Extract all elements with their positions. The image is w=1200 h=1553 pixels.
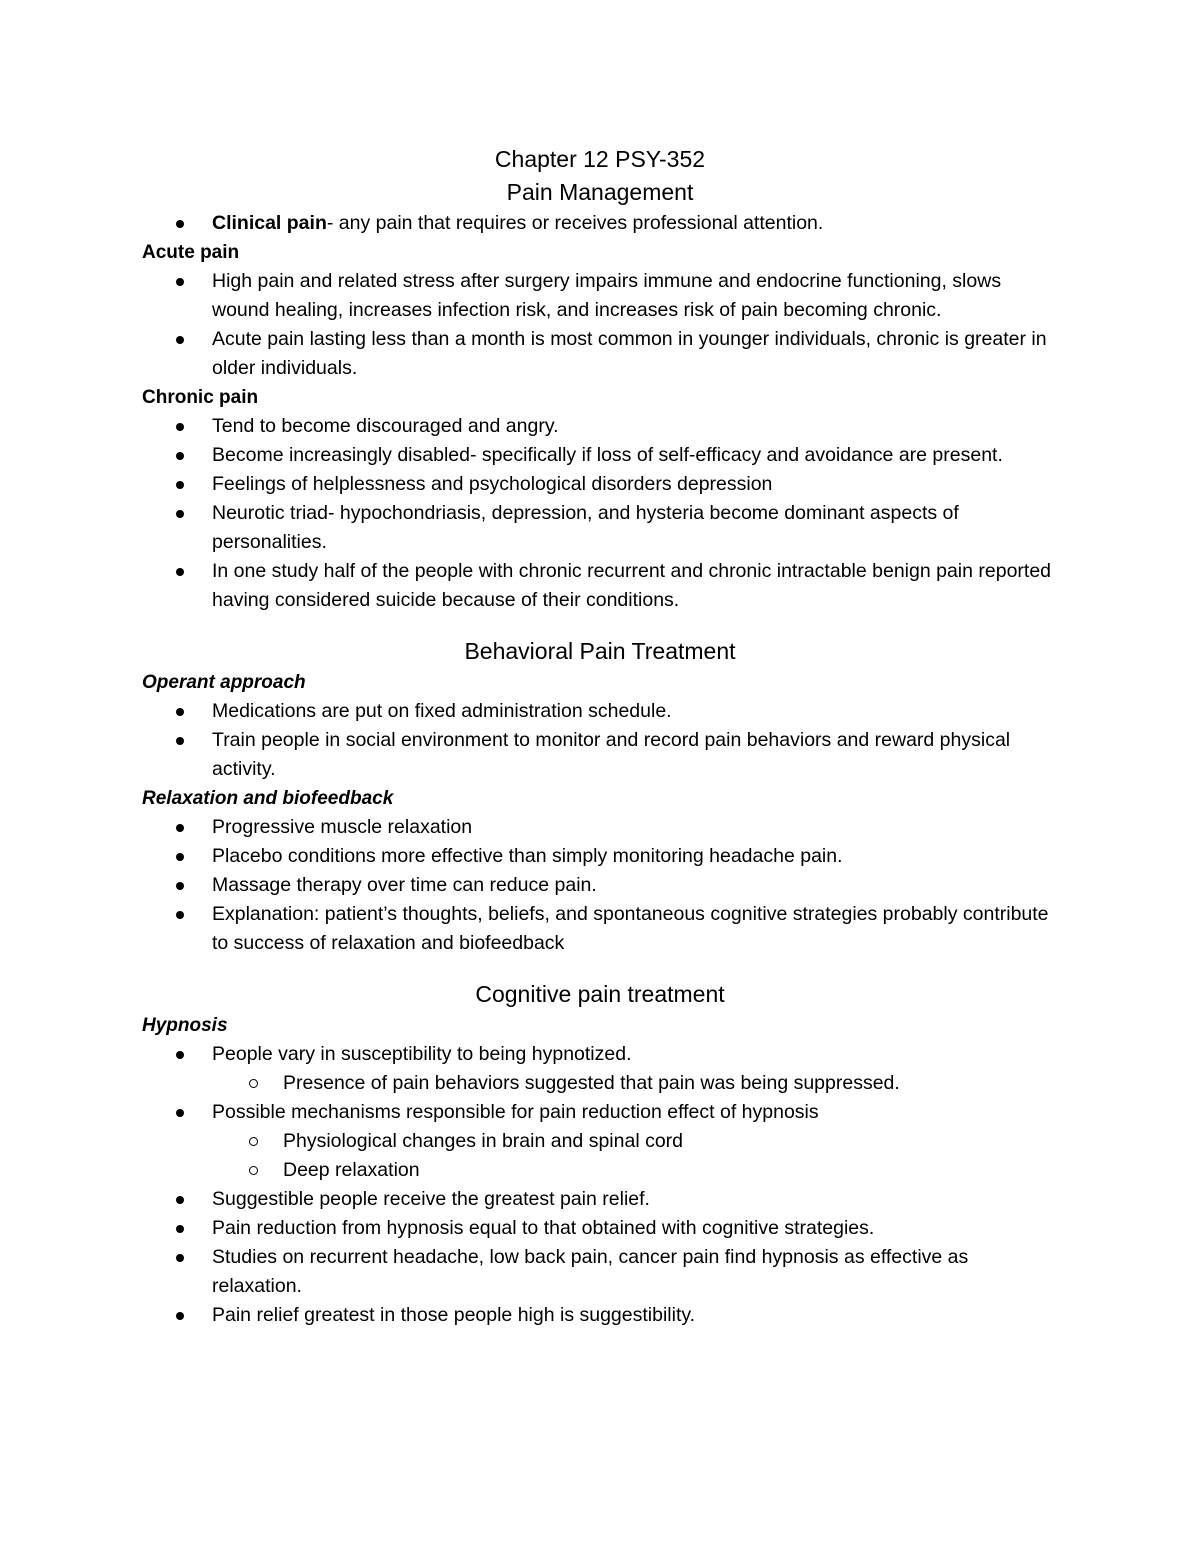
behavioral-section-title: Behavioral Pain Treatment	[464, 638, 736, 664]
list-item: Become increasingly disabled- specifically if loss of self-efficacy and avoidance are present.	[142, 441, 1058, 470]
list-item: People vary in susceptibility to being hypnotized.	[142, 1040, 1058, 1069]
chronic-pain-list	[142, 412, 1058, 615]
list-item: In one study half of the people with chronic recurrent and chronic intractable benign pain reported having considered suicide because of their conditions.	[142, 557, 1058, 615]
intro-text: - any pain that requires or receives professional attention.	[326, 212, 824, 234]
document-title: Chapter 12 PSY-352	[494, 146, 706, 172]
list-item: Medications are put on fixed administration schedule.	[142, 697, 1058, 726]
sub-list-item: Deep relaxation	[142, 1156, 1058, 1185]
list-item: Feelings of helplessness and psychological disorders depression	[142, 470, 1058, 499]
intro-lead: Clinical pain	[212, 212, 327, 234]
sub-list-item: Physiological changes in brain and spinal cord	[142, 1127, 1058, 1156]
list-item: Acute pain lasting less than a month is most common in younger individuals, chronic is greater in older individuals.	[142, 325, 1058, 383]
hypnosis-heading: Hypnosis	[142, 1015, 228, 1036]
intro-list	[142, 209, 1058, 238]
list-item: High pain and related stress after surgery impairs immune and endocrine functioning, slows wound healing, increases infection risk, and increases risk of pain becoming chronic.	[142, 267, 1058, 325]
operant-approach-list	[142, 697, 1058, 784]
relaxation-biofeedback-list	[142, 813, 1058, 958]
document-subtitle: Pain Management	[506, 179, 694, 205]
list-item: Pain reduction from hypnosis equal to that obtained with cognitive strategies.	[142, 1214, 1058, 1243]
list-item: Studies on recurrent headache, low back pain, cancer pain find hypnosis as effective as relaxation.	[142, 1243, 1058, 1301]
hypnosis-list	[142, 1040, 1058, 1330]
list-item: Possible mechanisms responsible for pain reduction effect of hypnosis	[142, 1098, 1058, 1127]
list-item	[142, 209, 1058, 238]
list-item: Tend to become discouraged and angry.	[142, 412, 1058, 441]
cognitive-section-title: Cognitive pain treatment	[475, 981, 725, 1007]
list-item: Explanation: patient’s thoughts, beliefs, and spontaneous cognitive strategies probably contribute to success of relaxation and biofeedback	[142, 900, 1058, 958]
list-item: Neurotic triad- hypochondriasis, depression, and hysteria become dominant aspects of personalities.	[142, 499, 1058, 557]
list-item: Train people in social environment to monitor and record pain behaviors and reward physical activity.	[142, 726, 1058, 784]
sub-list-item: Presence of pain behaviors suggested that pain was being suppressed.	[142, 1069, 1058, 1098]
list-item: Suggestible people receive the greatest pain relief.	[142, 1185, 1058, 1214]
chronic-pain-heading: Chronic pain	[142, 387, 259, 408]
list-item: Progressive muscle relaxation	[142, 813, 1058, 842]
list-item: Massage therapy over time can reduce pain.	[142, 871, 1058, 900]
list-item: Pain relief greatest in those people high is suggestibility.	[142, 1301, 1058, 1330]
acute-pain-heading: Acute pain	[142, 242, 240, 263]
list-item: Placebo conditions more effective than simply monitoring headache pain.	[142, 842, 1058, 871]
relaxation-biofeedback-heading: Relaxation and biofeedback	[142, 788, 394, 809]
operant-approach-heading: Operant approach	[142, 672, 306, 693]
acute-pain-list	[142, 267, 1058, 383]
document-body	[142, 143, 1058, 1330]
